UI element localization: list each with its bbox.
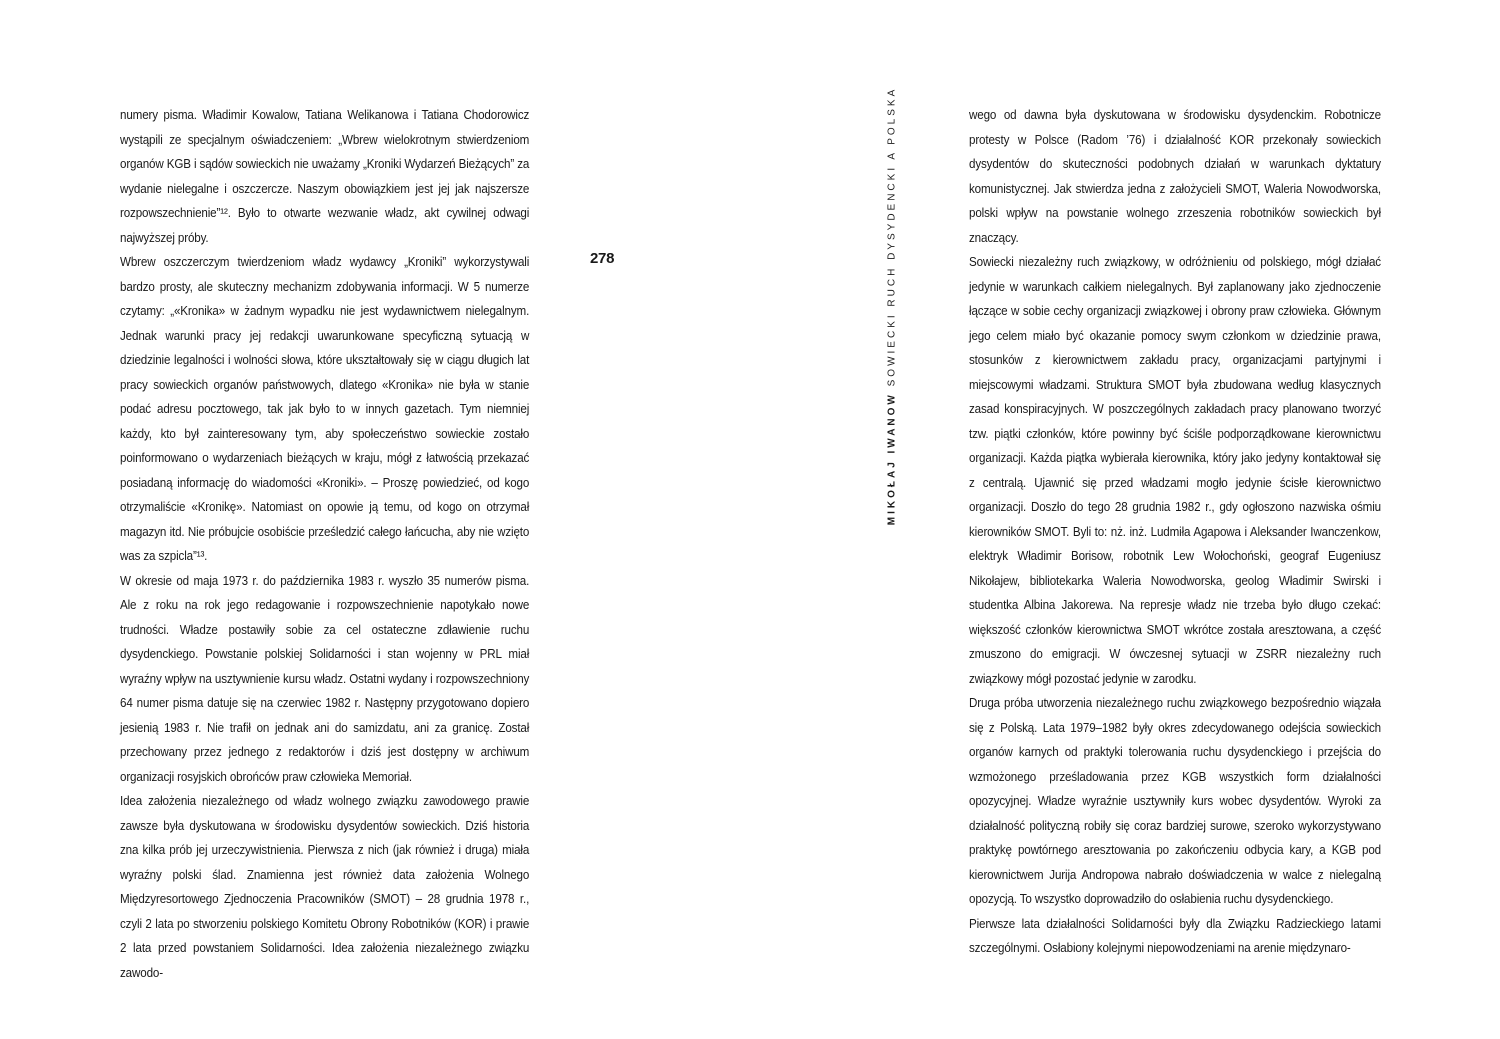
running-head-text xyxy=(887,87,898,526)
paragraph: Pierwsze lata działalności Solidarności były dla Związku Radzieckiego latami szczególnymi. Osłabiony kolejnymi niepowodzeniami na arenie międzynaro- xyxy=(969,916,1381,955)
running-head-author: MIKOŁAJ IWANOW xyxy=(886,392,898,526)
paragraph: Sowiecki niezależny ruch związkowy, w odróżnieniu od polskiego, mógł działać jedynie w warunkach całkiem nielegalnych. Był zaplanowany jako zjednoczenie łączące w sobie cechy organizacji związkowej i obrony praw człowieka. Głównym jego celem miało być okazanie pomocy swym członkom w dziedzinie prawa, stosunków z kierownictwem zakładu pracy, organizacjami partyjnymi i miejscowymi władzami. Struktura SMOT była zbudowana według klasycznych zasad konspiracyjnych. W poszczególnych zakładach pracy planowano tworzyć tzw. piątki członków, które powinny być ściśle podporządkowane kierownictwu organizacji. Każda piątka wybierała kierownika, który jako jedyny kontaktował się z centralą. Ujawnić się przed władzami mogło jedynie ścisłe kierownictwo organizacji. Doszło do tego 28 grudnia 1982 r., gdy ogłoszono nazwiska ośmiu kierowników SMOT. Byli to: nż. inż. Ludmiła Agapowa i Aleksander Iwanczenkow, elektryk Władimir Borisow, robotnik Lew Wołochoński, geograf Eugeniusz Nikołajew, bibliotekarka Waleria Nowodworska, geolog Władimir Swirski i studentka Albina Jakorewa. Na represje władz nie trzeba było długo czekać: większość członków kierownictwa SMOT wkrótce została aresztowana, a część zmuszono do emigracji. W ówczesnej sytuacji w ZSRR niezależny ruch związkowy mógł pozostać jedynie w zarodku. xyxy=(969,255,1381,686)
paragraph: Wbrew oszczerczym twierdzeniom władz wydawcy „Kroniki” wykorzystywali bardzo prosty, ale skuteczny mechanizm zdobywania informacji. W 5 numerze czytamy: „«Kronika» w żadnym wypadku nie jest wydawnictwem nielegalnym. Jednak warunki pracy jej redakcji uwarunkowane specyficzną sytuacją w dziedzinie legalności i wolności słowa, które ukształtowały się w ciągu długich lat pracy sowieckich organów państwowych, dlatego «Kronika» nie była w stanie podać adresu pocztowego, tak jak było to w innych gazetach. Tym niemniej każdy, kto był zainteresowany tym, aby społeczeństwo sowieckie zostało poinformowano o wydarzeniach bieżących w kraju, mógł z łatwością przekazać posiadaną informację do wiadomości «Kroniki». – Proszę powiedzieć, od kogo otrzymaliście «Kronikę». Natomiast on opowie ją temu, od kogo on otrzymał magazyn itd. Nie próbujcie osobiście prześledzić całego łańcucha, aby nie wzięto was za szpicla”¹³. xyxy=(120,255,530,563)
right-text-column xyxy=(969,103,1381,961)
paragraph: Idea założenia niezależnego od władz wolnego związku zawodowego prawie zawsze była dyskutowana w środowisku dysydentów sowieckich. Dziś historia zna kilka prób jej urzeczywistnienia. Pierwsza z nich (jak również i druga) miała wyraźny polski ślad. Znamienna jest również data założenia Wolnego Międzyresortowego Zjednoczenia Pracowników (SMOT) – 28 grudnia 1978 r., czyli 2 lata po stworzeniu polskiego Komitetu Obrony Robotników (KOR) i prawie 2 lata przed powstaniem Solidarności. Idea założenia niezależnego związku zawodo- xyxy=(120,794,530,980)
paragraph: numery pisma. Władimir Kowalow, Tatiana Welikanowa i Tatiana Chodorowicz wystąpili ze specjalnym oświadczeniem: „Wbrew wielokrotnym stwierdzeniom organów KGB i sądów sowieckich nie uważamy „Kroniki Wydarzeń Bieżących” za wydanie nielegalne i oszczercze. Naszym obowiązkiem jest jej jak najszersze rozpowszechnienie”¹². Było to otwarte wezwanie władz, akt cywilnej odwagi najwyższej próby. xyxy=(120,108,530,245)
paragraph: Druga próba utworzenia niezależnego ruchu związkowego bezpośrednio wiązała się z Polską. Lata 1979–1982 były okres zdecydowanego odejścia sowieckich organów karnych od praktyki tolerowania ruchu dysydenckiego i przejścia do wzmożonego prześladowania przez KGB wszystkich form działalności opozycyjnej. Władze wyraźnie usztywniły kurs wobec dysydentów. Wyroki za działalność polityczną robiły się coraz bardziej surowe, szeroko wykorzystywano praktykę powtórnego aresztowania po zakończeniu odbycia kary, a KGB pod kierownictwem Jurija Andropowa nabrało doświadczenia w walce z nielegalną opozycją. To wszystko doprowadziło do osłabienia ruchu dysydenckiego. xyxy=(969,696,1381,906)
running-head-title: SOWIECKI RUCH DYSYDENCKI A POLSKA xyxy=(886,86,898,387)
page-number: 278 xyxy=(590,250,615,267)
paragraph: W okresie od maja 1973 r. do października 1983 r. wyszło 35 numerów pisma. Ale z roku na rok jego redagowanie i rozpowszechnienie napotykało nowe trudności. Władze postawiły sobie za cel ostateczne zdławienie ruchu dysydenckiego. Powstanie polskiej Solidarności i stan wojenny w PRL miał wyraźny wpływ na usztywnienie kursu władz. Ostatni wydany i rozpowszechniony 64 numer pisma datuje się na czerwiec 1982 r. Następny przygotowano dopiero jesienią 1983 r. Nie trafił on jednak ani do samizdatu, ani za granicę. Został przechowany przez jednego z redaktorów i dziś jest dostępny w archiwum organizacji rosyjskich obrońców praw człowieka Memoriał. xyxy=(120,573,530,784)
left-text-column xyxy=(120,103,529,985)
paragraph: wego od dawna była dyskutowana w środowisku dysydenckim. Robotnicze protesty w Polsce (Radom ’76) i działalność KOR przekonały sowieckich dysydentów do skuteczności podobnych działań w warunkach dyktatury komunistycznej. Jak stwierdza jedna z założycieli SMOT, Waleria Nowodworska, polski wpływ na powstanie wolnego zrzeszenia robotników sowieckich był znaczący. xyxy=(969,108,1381,245)
